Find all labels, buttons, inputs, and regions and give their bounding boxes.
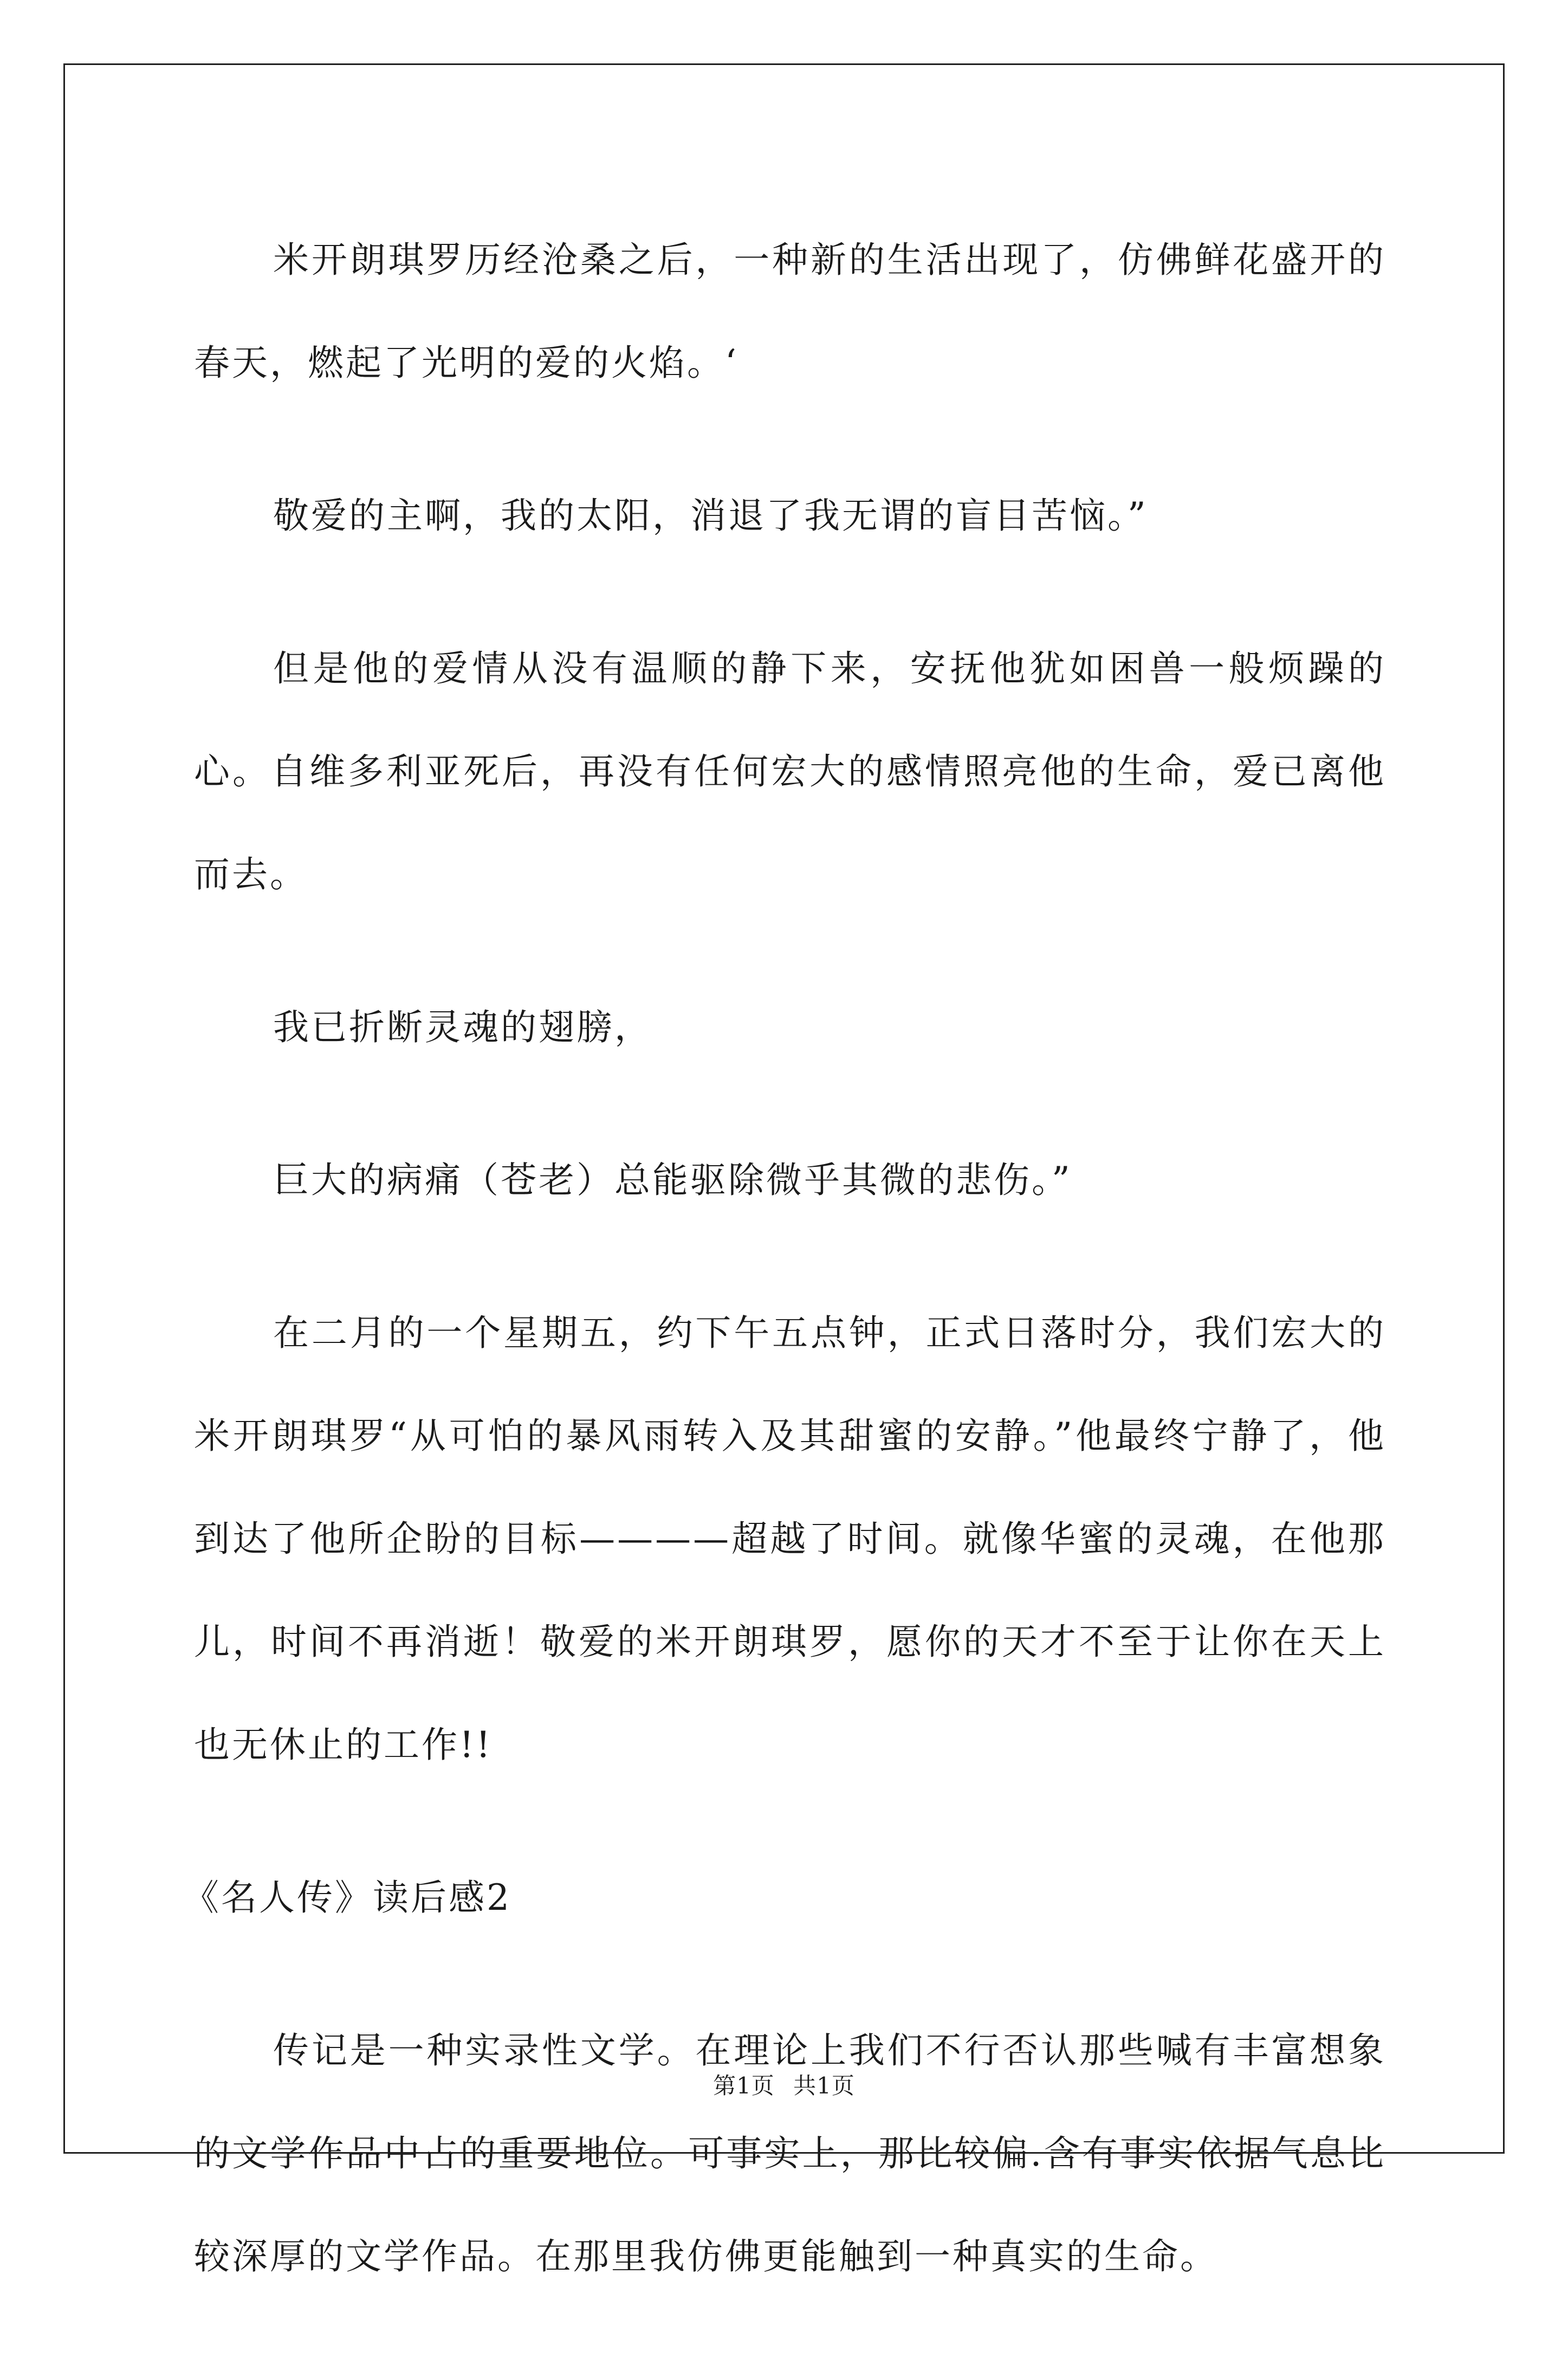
paragraph-6: 在二月的一个星期五，约下午五点钟，正式日落时分，我们宏大的米开朗琪罗“从可怕的暴风雨转入及其甜蜜的安静。”他最终宁静了，他到达了他所企盼的目标————超越了时间。就像华蜜的灵魂，在他那儿，时间不再消逝！敬爱的米开朗琪罗，愿你的天才不至于让你在天上也无休止的工作!! (194, 1312, 1386, 1766)
paragraph-4: 我已折断灵魂的翅膀， (273, 1006, 652, 1048)
paragraph-1: 米开朗琪罗历经沧桑之后，一种新的生活出现了，仿佛鲜花盛开的春天，燃起了光明的爱的火焰。‘ (194, 239, 1386, 384)
paragraph-7: 传记是一种实录性文学。在理论上我们不行否认那些喊有丰富想象的文学作品中占的重要地位。可事实上，那比较偏.含有事实依据气息比较深厚的文学作品。在那里我仿佛更能触到一种真实的生命。 (194, 2030, 1386, 2277)
paragraph-2: 敬爱的主啊，我的太阳，消退了我无谓的盲目苦恼。” (273, 495, 1148, 537)
section-heading: 《名人传》读后感2 (183, 1877, 511, 1918)
paragraph-5: 巨大的病痛（苍老）总能驱除微乎其微的悲伤。” (273, 1159, 1072, 1201)
page-number: 第1页 (713, 2072, 775, 2099)
page-footer (0, 2068, 1568, 2101)
paragraph-3: 但是他的爱情从没有温顺的静下来，安抚他犹如困兽一般烦躁的心。自维多利亚死后，再没有任何宏大的感情照亮他的生命，爱已离他而去。 (194, 648, 1386, 895)
document-body (183, 209, 1386, 2358)
page-total: 共1页 (793, 2072, 855, 2099)
